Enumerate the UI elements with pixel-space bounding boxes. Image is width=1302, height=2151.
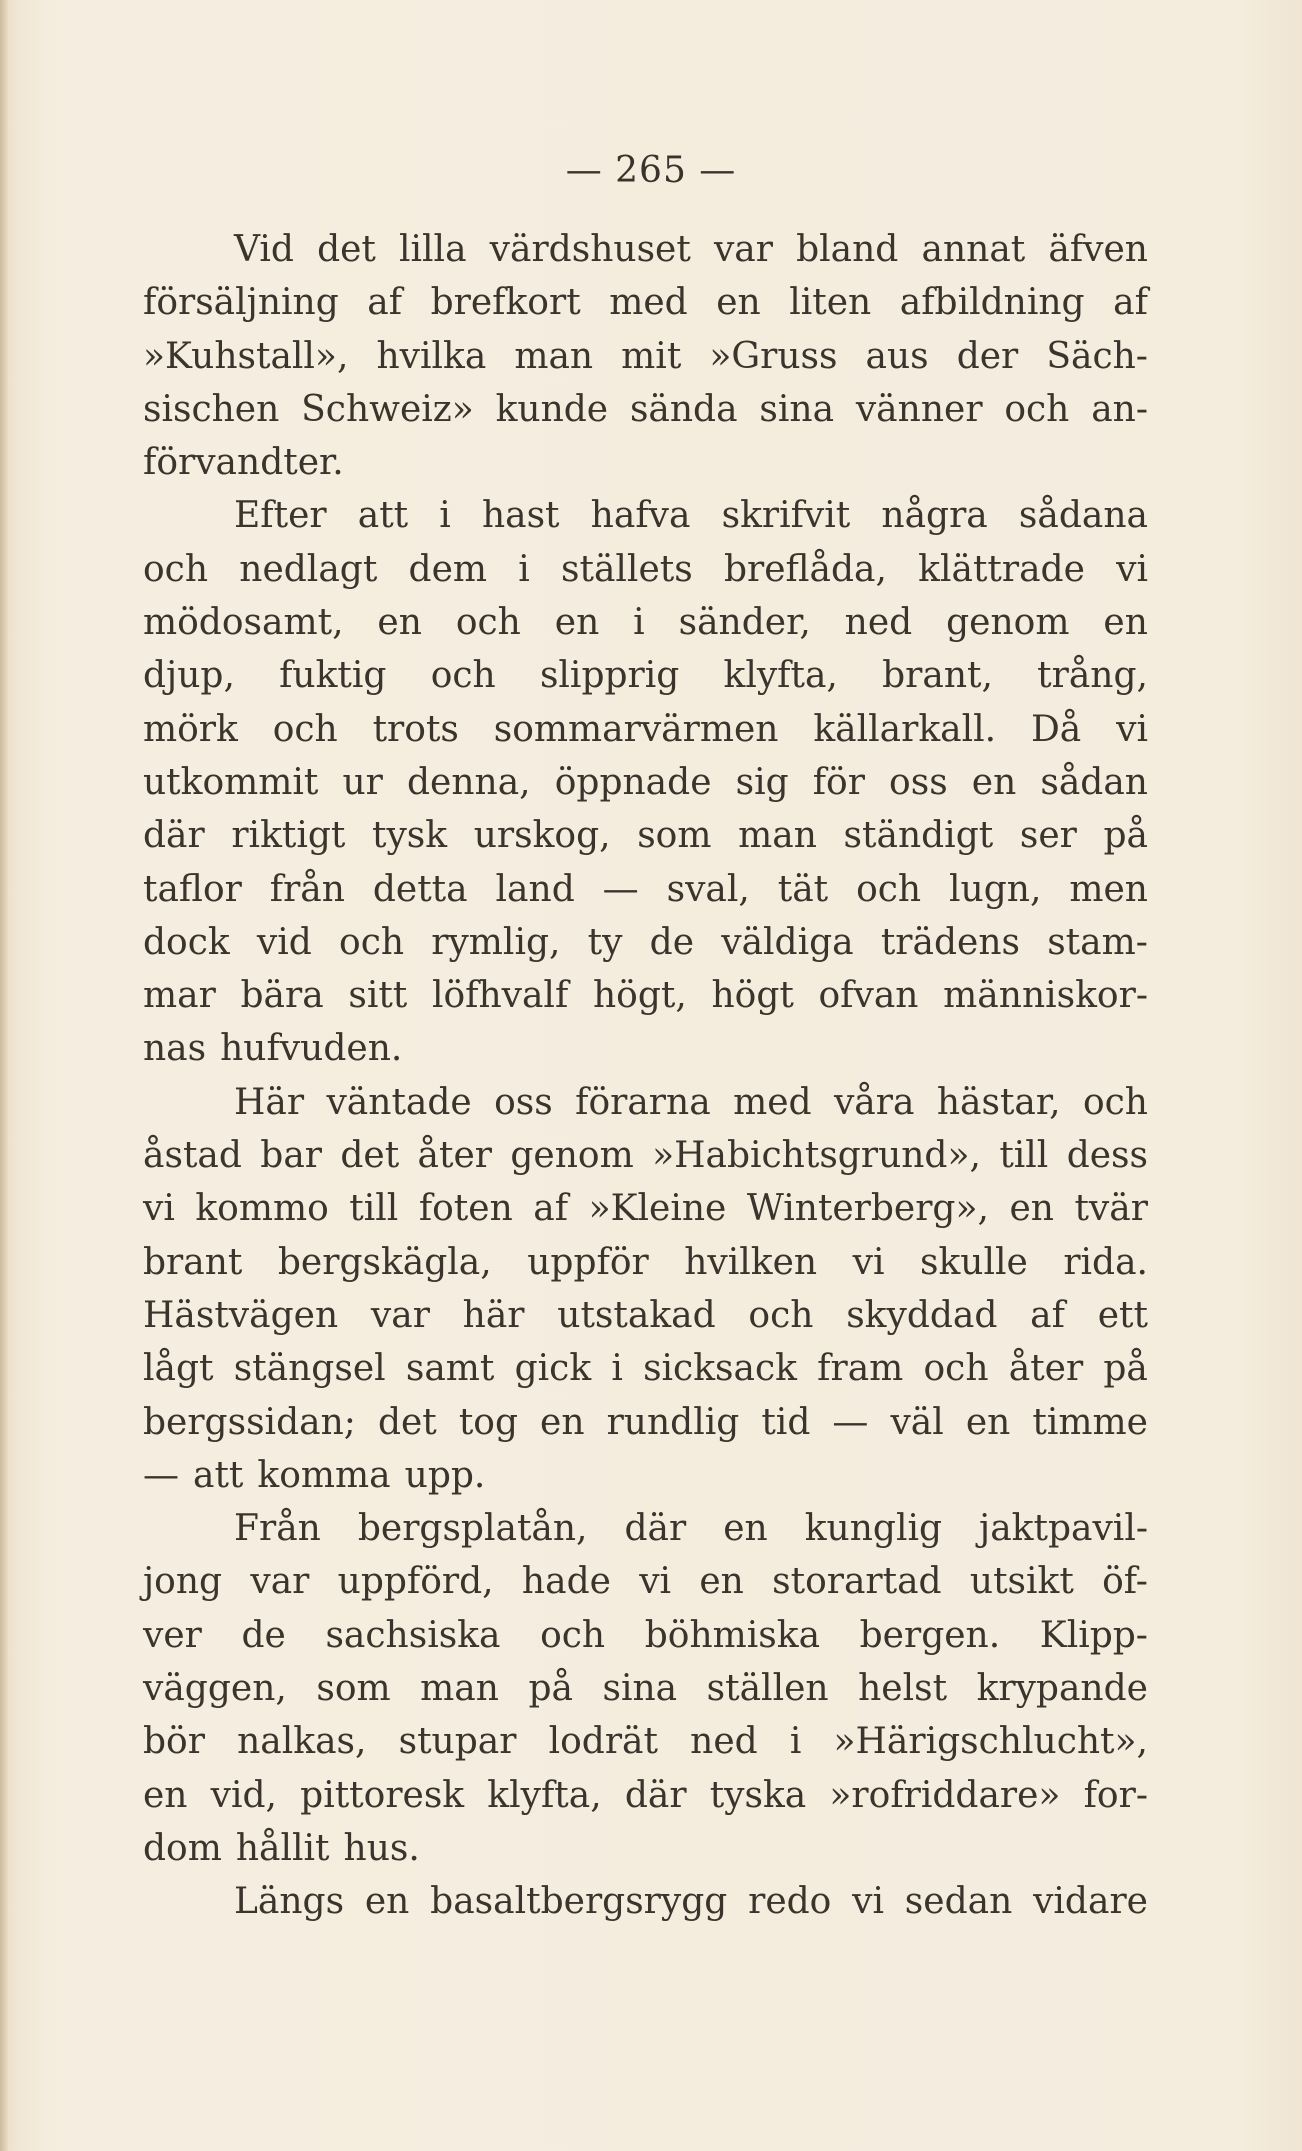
- word: en: [699, 1561, 744, 1603]
- word: —: [832, 1401, 869, 1443]
- text-line: [143, 543, 1148, 596]
- word: man: [514, 335, 594, 377]
- word: som: [316, 1668, 391, 1710]
- word: och: [272, 708, 338, 750]
- word: liten: [789, 282, 872, 324]
- page-edge-shadow: [0, 0, 8, 2151]
- word: och: [923, 1348, 989, 1390]
- word: trång,: [1037, 655, 1148, 697]
- word: af: [1030, 1294, 1065, 1336]
- word: kommo: [195, 1188, 329, 1230]
- text-line: [143, 223, 1148, 276]
- word: ned: [844, 602, 913, 644]
- word: de: [649, 921, 695, 963]
- word: —: [602, 868, 639, 910]
- word: människor-: [943, 975, 1148, 1017]
- text-line: [143, 703, 1148, 756]
- word: —: [143, 1454, 179, 1496]
- text-line: [143, 1502, 1148, 1555]
- word: och: [856, 868, 922, 910]
- word: lodrät: [548, 1721, 658, 1763]
- word: »Härigschlucht»,: [833, 1721, 1148, 1763]
- word: Här: [234, 1081, 305, 1123]
- word: ver: [143, 1614, 202, 1656]
- word: ständigt: [843, 815, 994, 857]
- word: sischen: [143, 388, 280, 430]
- word: oss: [494, 1081, 553, 1123]
- text-line: [143, 1875, 1148, 1928]
- word: sedan: [904, 1881, 1013, 1923]
- word: nalkas,: [237, 1721, 367, 1763]
- word: jaktpavil-: [979, 1508, 1148, 1550]
- word: breflåda,: [723, 548, 887, 590]
- text-line: [143, 1609, 1148, 1662]
- word: gick: [514, 1348, 592, 1390]
- word: klyfta,: [487, 1774, 602, 1816]
- word: löfhvalf: [431, 975, 569, 1017]
- text-line: [143, 330, 1148, 383]
- word: komma: [257, 1454, 391, 1496]
- word: som: [637, 815, 712, 857]
- word: och: [143, 548, 209, 590]
- word: Från: [234, 1508, 321, 1550]
- word: öppnade: [554, 761, 712, 803]
- word: ett: [1097, 1294, 1148, 1336]
- word: och: [339, 921, 405, 963]
- word: af: [1113, 282, 1148, 324]
- word: skrifvit: [721, 495, 851, 537]
- word: i: [611, 1348, 623, 1390]
- word: hus.: [343, 1827, 420, 1869]
- word: en: [723, 1508, 768, 1550]
- word: bergskägla,: [277, 1241, 492, 1283]
- word: hästar,: [936, 1081, 1061, 1123]
- word: nedlagt: [239, 548, 378, 590]
- word: afbildning: [899, 282, 1085, 324]
- text-line: [143, 1769, 1148, 1822]
- word: att: [193, 1454, 244, 1496]
- word: annat: [921, 229, 1026, 270]
- word: en: [364, 1881, 410, 1923]
- text-line: [143, 1129, 1148, 1182]
- word: man: [420, 1668, 499, 1710]
- word: sitt: [348, 975, 408, 1017]
- text-line: [143, 1022, 1148, 1075]
- word: hade: [521, 1561, 611, 1603]
- word: brant,: [882, 655, 993, 697]
- word: brant: [143, 1241, 243, 1283]
- word: sända: [629, 388, 738, 430]
- word: urskog,: [473, 815, 611, 857]
- word: uppför: [527, 1241, 649, 1283]
- word: hafva: [590, 495, 691, 537]
- word: genom: [510, 1135, 634, 1177]
- word: och: [540, 1614, 606, 1656]
- word: krypande: [976, 1668, 1148, 1710]
- word: åstad: [143, 1135, 242, 1177]
- word: stam-: [1047, 921, 1148, 963]
- word: en: [971, 761, 1017, 803]
- word: denna,: [407, 761, 531, 803]
- word: an-: [1091, 388, 1148, 430]
- word: de: [241, 1614, 286, 1656]
- word: »Habichtsgrund»,: [652, 1135, 981, 1177]
- word: Säch-: [1046, 335, 1148, 377]
- word: åter: [417, 1135, 492, 1177]
- word: med: [733, 1081, 812, 1123]
- word: tysk: [372, 815, 448, 857]
- word: där: [624, 1508, 687, 1550]
- text-line: [143, 489, 1148, 542]
- word: klättrade: [918, 548, 1085, 590]
- text-line: [143, 649, 1148, 702]
- word: en: [1103, 602, 1148, 644]
- word: hvilka: [376, 335, 487, 377]
- word: genom: [946, 602, 1070, 644]
- word: i: [518, 548, 530, 590]
- word: brefkort: [430, 282, 581, 324]
- word: några: [881, 495, 988, 537]
- word: tvär: [1074, 1188, 1148, 1230]
- word: en: [1009, 1188, 1054, 1230]
- word: var: [370, 1294, 430, 1336]
- word: hufvuden.: [220, 1028, 403, 1070]
- word: men: [1069, 868, 1148, 910]
- word: Då: [1030, 708, 1082, 750]
- word: förvandter.: [143, 442, 344, 484]
- word: sommarvärmen: [493, 708, 779, 750]
- word: bergen.: [859, 1614, 1001, 1656]
- word: sval,: [666, 868, 750, 910]
- word: bar: [260, 1135, 322, 1177]
- word: ty: [587, 921, 623, 963]
- word: ned: [690, 1721, 758, 1763]
- word: rundlig: [606, 1401, 740, 1443]
- word: mörk: [143, 708, 238, 750]
- word: tid: [761, 1401, 811, 1443]
- text-line: [143, 436, 1148, 489]
- word: en: [377, 602, 422, 644]
- word: med: [609, 282, 688, 324]
- word: och: [1082, 1081, 1148, 1123]
- word: från: [269, 868, 345, 910]
- text-line: [143, 1342, 1148, 1395]
- word: taflor: [143, 868, 242, 910]
- word: på: [1103, 815, 1148, 857]
- word: tyska: [709, 1774, 807, 1816]
- page-number: — 265 —: [565, 150, 737, 191]
- word: skyddad: [846, 1294, 998, 1336]
- word: det: [317, 229, 376, 270]
- word: oss: [889, 761, 948, 803]
- word: Längs: [234, 1881, 345, 1923]
- word: till: [999, 1135, 1049, 1177]
- word: Hästvägen: [143, 1294, 339, 1336]
- word: bör: [143, 1721, 205, 1763]
- word: upp.: [404, 1454, 486, 1496]
- word: ställets: [561, 548, 693, 590]
- word: »Gruss: [709, 335, 838, 377]
- word: mödosamt,: [143, 602, 344, 644]
- word: aus: [865, 335, 929, 377]
- word: man: [738, 815, 817, 857]
- word: en: [540, 1401, 585, 1443]
- word: lilla: [399, 229, 467, 270]
- word: väntade: [326, 1081, 472, 1123]
- word: var: [250, 1561, 310, 1603]
- word: tät: [777, 868, 829, 910]
- word: vid: [256, 921, 312, 963]
- word: mit: [621, 335, 682, 377]
- word: mar: [143, 975, 216, 1017]
- word: basaltbergsrygg: [430, 1881, 728, 1923]
- text-line: [143, 1289, 1148, 1342]
- word: dem: [408, 548, 488, 590]
- word: uppförd,: [337, 1561, 494, 1603]
- word: kunde: [495, 388, 609, 430]
- word: det: [377, 1401, 437, 1443]
- word: att: [357, 495, 409, 537]
- word: detta: [372, 868, 468, 910]
- word: stängsel: [233, 1348, 386, 1390]
- word: dock: [143, 921, 230, 963]
- word: böhmiska: [644, 1614, 821, 1656]
- text-line: [143, 383, 1148, 436]
- word: riktigt: [231, 815, 346, 857]
- word: till: [349, 1188, 399, 1230]
- word: klyfta,: [723, 655, 838, 697]
- text-line: [143, 1396, 1148, 1449]
- word: lågt: [143, 1348, 214, 1390]
- word: försäljning: [143, 282, 339, 324]
- word: där: [143, 815, 205, 857]
- word: dess: [1066, 1135, 1148, 1177]
- text-line: [143, 1715, 1148, 1768]
- word: väl: [890, 1401, 944, 1443]
- word: utstakad: [557, 1294, 716, 1336]
- word: ur: [342, 761, 383, 803]
- word: af: [367, 282, 403, 324]
- word: helst: [858, 1668, 948, 1710]
- word: utsikt: [969, 1561, 1074, 1603]
- word: redo: [748, 1881, 832, 1923]
- word: Vid: [234, 229, 294, 270]
- word: en: [143, 1774, 188, 1816]
- word: sig: [735, 761, 789, 803]
- word: och: [430, 655, 496, 697]
- word: sådana: [1018, 495, 1148, 537]
- word: väldiga: [721, 921, 854, 963]
- word: i: [439, 495, 451, 537]
- word: djup,: [143, 655, 235, 697]
- text-line: [143, 863, 1148, 916]
- word: Schweiz»: [301, 388, 474, 430]
- word: högt: [711, 975, 794, 1017]
- word: och: [455, 602, 521, 644]
- word: vi: [1116, 548, 1148, 590]
- word: der: [956, 335, 1019, 377]
- text-line: [143, 276, 1148, 329]
- word: för: [812, 761, 865, 803]
- text-line: [143, 1822, 1148, 1875]
- word: var: [713, 229, 773, 270]
- word: bergsplatån,: [357, 1508, 588, 1550]
- word: vid,: [210, 1774, 277, 1816]
- word: en: [716, 282, 761, 324]
- word: kunglig: [804, 1508, 943, 1550]
- word: Efter: [234, 495, 327, 537]
- text-line: [143, 1076, 1148, 1129]
- word: pittoresk: [300, 1774, 465, 1816]
- word: hållit: [235, 1827, 330, 1869]
- word: sachsiska: [325, 1614, 501, 1656]
- text-line: [143, 809, 1148, 862]
- word: äfven: [1048, 229, 1148, 270]
- word: vi: [852, 1241, 885, 1283]
- word: foten: [418, 1188, 513, 1230]
- word: bära: [240, 975, 324, 1017]
- word: af: [533, 1188, 569, 1230]
- word: rida.: [1063, 1241, 1148, 1283]
- word: och: [748, 1294, 814, 1336]
- word: och: [1004, 388, 1070, 430]
- word: öf-: [1102, 1561, 1148, 1603]
- word: på: [528, 1668, 573, 1710]
- word: hvilken: [684, 1241, 818, 1283]
- word: förarna: [575, 1081, 711, 1123]
- text-line: [143, 1555, 1148, 1608]
- text-line: [143, 1449, 1148, 1502]
- text-line: [143, 1662, 1148, 1715]
- word: bland: [796, 229, 899, 270]
- word: väggen,: [143, 1668, 287, 1710]
- word: ofvan: [818, 975, 919, 1017]
- word: sådan: [1040, 761, 1148, 803]
- word: nas: [143, 1028, 207, 1070]
- word: slipprig: [539, 655, 680, 697]
- word: utkommit: [143, 761, 319, 803]
- word: på: [1103, 1348, 1148, 1390]
- word: vidare: [1033, 1881, 1148, 1923]
- text-line: [143, 1182, 1148, 1235]
- word: en: [554, 602, 600, 644]
- word: vi: [852, 1881, 884, 1923]
- word: sina: [602, 1668, 678, 1710]
- word: samt: [405, 1348, 495, 1390]
- word: lugn,: [949, 868, 1042, 910]
- word: där: [624, 1774, 687, 1816]
- word: »Kleine: [588, 1188, 727, 1230]
- body-text: [143, 223, 1148, 1929]
- word: värdshuset: [489, 229, 691, 270]
- word: trots: [372, 708, 459, 750]
- word: sicksack: [643, 1348, 797, 1390]
- word: Klipp-: [1039, 1614, 1148, 1656]
- word: vi: [143, 1188, 175, 1230]
- word: »Kuhstall»,: [143, 335, 349, 377]
- word: storartad: [772, 1561, 942, 1603]
- word: vi: [1116, 708, 1148, 750]
- word: dom: [143, 1827, 222, 1869]
- word: land: [495, 868, 575, 910]
- word: sina: [759, 388, 835, 430]
- word: vänner: [855, 388, 983, 430]
- word: i: [789, 1721, 802, 1763]
- word: timme: [1032, 1401, 1148, 1443]
- word: tog: [458, 1401, 518, 1443]
- word: våra: [833, 1081, 915, 1123]
- word: Winterberg»,: [746, 1188, 989, 1230]
- text-line: [143, 756, 1148, 809]
- word: hast: [481, 495, 560, 537]
- word: ställen: [706, 1668, 829, 1710]
- word: for-: [1083, 1774, 1148, 1816]
- word: skulle: [919, 1241, 1028, 1283]
- word: bergssidan;: [143, 1401, 356, 1443]
- word: jong: [143, 1561, 223, 1603]
- word: sänder,: [678, 602, 811, 644]
- word: ser: [1019, 815, 1077, 857]
- word: källarkall.: [813, 708, 997, 750]
- text-line: [143, 916, 1148, 969]
- word: fuktig: [279, 655, 387, 697]
- word: åter: [1008, 1348, 1084, 1390]
- word: trädens: [880, 921, 1020, 963]
- word: stupar: [398, 1721, 517, 1763]
- word: en: [965, 1401, 1011, 1443]
- word: högt,: [592, 975, 687, 1017]
- text-line: [143, 969, 1148, 1022]
- word: rymlig,: [431, 921, 561, 963]
- word: vi: [639, 1561, 672, 1603]
- word: här: [462, 1294, 525, 1336]
- word: fram: [817, 1348, 904, 1390]
- word: »rofriddare»: [829, 1774, 1061, 1816]
- text-line: [143, 596, 1148, 649]
- text-line: [143, 1236, 1148, 1289]
- word: det: [340, 1135, 400, 1177]
- word: i: [633, 602, 645, 644]
